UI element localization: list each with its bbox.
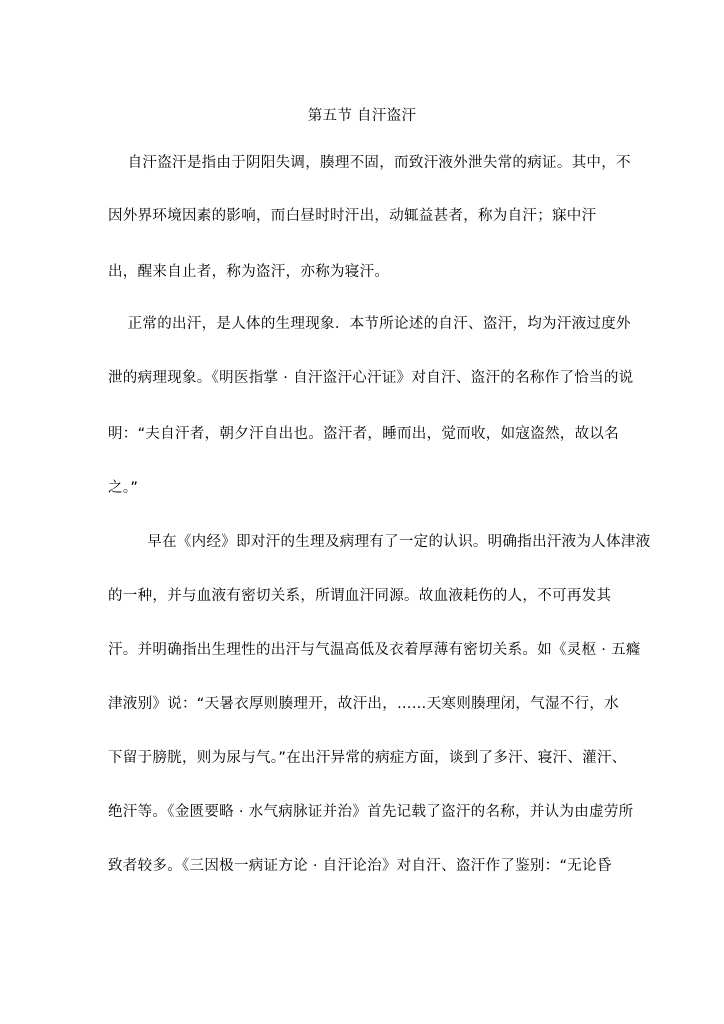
text-line: 致者较多。《三因极一病证方论 · 自汗论治》对自汗、盗汗作了鉴别：“无论昏 [108,858,612,874]
text-line: 之。” [108,480,139,496]
text-line: 正常的出汗，是人体的生理现象．本节所论述的自汗、盗汗，均为汗液过度外 [108,316,631,332]
text-line: 绝汗等。《金匮要略 · 水气病脉证并治》首先记载了盗汗的名称，并认为由虚劳所 [108,804,634,820]
text-line: 的一种，并与血液有密切关系，所谓血汗同源。故血液耗伤的人，不可再发其 [108,588,612,604]
text-line: 因外界环境因素的影响，而白昼时时汗出，动辄益甚者，称为自汗；寐中汗 [108,208,597,224]
text-line: 出，醒来自止者，称为盗汗，亦称为寝汗。 [108,264,390,280]
text-line: 汗。并明确指出生理性的出汗与气温高低及衣着厚薄有密切关系。如《灵枢 · 五癃 [108,642,641,658]
text-line: 明：“夫自汗者，朝夕汗自出也。盗汗者，睡而出，觉而收，如寇盗然，故以名 [108,426,620,442]
text-line: 津液别》说：“天暑衣厚则腠理开，故汗出，……天寒则腠理闭，气湿不行，水 [108,696,620,712]
text-line: 早在《内经》即对汗的生理及病理有了一定的认识。明确指出汗液为人体津液 [108,534,651,550]
text-line: 下留于膀胱，则为尿与气。”在出汗异常的病症方面，谈到了多汗、寝汗、灌汗、 [108,750,627,766]
section-title: 第五节 自汗盗汗 [307,108,417,124]
text-line: 自汗盗汗是指由于阴阳失调，腠理不固，而致汗液外泄失常的病证。其中，不 [108,155,631,171]
text-line: 泄的病理现象。《明医指掌 · 自汗盗汗心汗证》对自汗、盗汗的名称作了恰当的说 [108,370,634,386]
